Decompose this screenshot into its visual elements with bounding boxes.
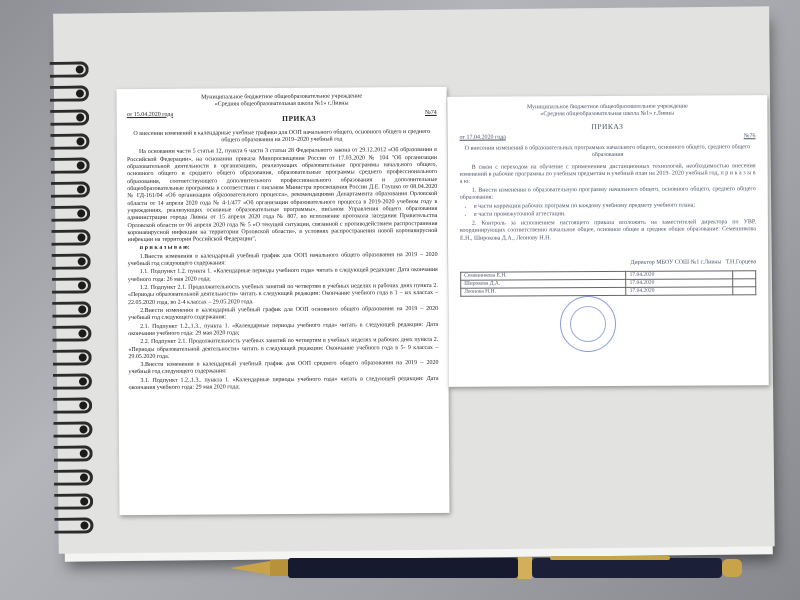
right-item2: 2. Контроль за исполнением настоящего приказа возложить на заместителей директора по УВР, координирующих соответственно начальное общее, основное общее и среднее общее образование: Семенникова Е.Н., Шиpокова Д.А., Леонову Н.Н. bbox=[459, 219, 756, 242]
left-item: 1.1. Подпункт 1.2. пункта 1. «Календарные периоды учебного года» читать в следующей редакции: Дата окончания учебного года: 26 мая 2020 года; bbox=[127, 267, 438, 283]
right-date: от 17.04.2020 года bbox=[459, 134, 506, 141]
spiral-hole bbox=[79, 425, 87, 433]
left-org-line2: «Средняя общеобразовательная школа №1» г.Ливны bbox=[214, 100, 349, 108]
spiral-hole bbox=[78, 281, 86, 289]
spiral-hole bbox=[76, 113, 84, 121]
left-preamble: На основании части 5 статьи 12, пункта 6 части 3 статьи 28 Федерального закона от 29.12.2012 «Об образовании в Российской Федерации», на основании приказа Минпросвещения России от 17.03.2020 № 104 "Об организации образовательной деятельности в организациях, реализующих образовательные программы начального общего, основного общего и среднего общего образования, образовательные программы среднего профессионального образования, соответствующего дополнительного профессионального образования и дополнительные общеобразовательные программы в соответствии с письмом Министра просвещения России Д.Е. Глушко от 08.04.2020 № ГД-161/04 «Об организации образовательного процесса», рекомендациями Департамента образования Орловской области от 14 апреля 2020 года № 4-1/477 «Об организации образовательного процесса в 2019-2020 учебном году в учреждениях, реализующих основные образовательные программы», письмом Управления общего образования администрации города Ливны от 15 апреля 2020 года № 807, во исполнение протокола заседания Правительства Орловской области от 06 апреля 2020 года № 5 «О текущей ситуации, связанной с противодействием распространения коронавирусной инфекции на территории Орловской области», в условиях распространения новой коронавирусной инфекции на территории Российской Федерации", bbox=[126, 147, 438, 244]
ack-signature-cell bbox=[732, 271, 755, 279]
right-org-line2: «Средняя общеобразовательная школа №1» г.Ливны bbox=[540, 110, 675, 118]
ack-signature-cell bbox=[732, 279, 755, 287]
signature-label: Директор МБОУ СОШ №1 г.Ливны bbox=[630, 259, 722, 266]
spiral-hole bbox=[76, 89, 84, 97]
left-number: №74 bbox=[424, 109, 437, 116]
right-bullet: • в части промежуточной аттестации. bbox=[474, 210, 756, 219]
spiral-hole bbox=[79, 377, 87, 385]
acknowledgement-table bbox=[460, 270, 756, 297]
signature-name: Т.Н.Горцева bbox=[725, 259, 757, 266]
right-item1: 1. Внести изменения в образовательную программу начального общего, основного общего, среднего общего образования: bbox=[459, 185, 756, 201]
left-item: 2.Внести изменения в календарный учебный график для ООП основного общего образования на 2019 – 2020 учебный год следующего содержания: bbox=[128, 305, 439, 322]
spiral-hole bbox=[80, 473, 88, 481]
ack-name: Леонова Н.Н. bbox=[461, 288, 626, 297]
right-subject: О внесении изменений в образовательных программах начального общего, основного общего, среднего общего образования bbox=[464, 144, 751, 159]
spiral-hole bbox=[79, 353, 87, 361]
right-number: №76 bbox=[743, 132, 756, 140]
left-date: от 15.04.2020 года bbox=[126, 111, 174, 118]
ack-date: 17.04.2020 bbox=[626, 271, 732, 280]
table-row bbox=[461, 287, 756, 297]
left-org-line1: Муниципальное бюджетное общеобразовательное учреждение bbox=[201, 93, 363, 101]
spiral-binding-icon bbox=[50, 61, 95, 561]
spiral-hole bbox=[80, 449, 88, 457]
right-bullets bbox=[474, 202, 756, 218]
right-bullet: • в части коррекции рабочих программ по каждому учебному предмету учебного плана; bbox=[474, 202, 756, 211]
right-preamble: В связи с переходом на обучение с применением дистанционных технологий, необходимостью внесения изменений в рабочие программы по учебным предметам и учебный план на 2019- 2020 учебный год, п р и к а з ы в а ю: bbox=[459, 162, 756, 186]
ack-date: 17.04.2020 bbox=[626, 279, 732, 288]
left-order-word: п р и к а з ы в а ю: bbox=[139, 245, 190, 252]
spiral-hole bbox=[77, 233, 85, 241]
ack-signature-cell bbox=[732, 287, 755, 295]
left-item: 1.Внести изменения в календарный учебный график для ООП начального общего образования на 2019 – 2020 учебный год следующего содержания: bbox=[127, 251, 438, 268]
spiral-hole bbox=[77, 209, 85, 217]
ack-date: 17.04.2020 bbox=[626, 287, 732, 296]
signature-row bbox=[460, 259, 756, 268]
spiral-hole bbox=[78, 305, 86, 313]
left-items-list bbox=[128, 252, 439, 393]
right-org-line1: Муниципальное бюджетное общеобразовательное учреждение bbox=[526, 103, 688, 111]
left-subject: О внесении изменений в календарные учебные графики для ООП начального общего, основного общего и среднего общего образования на 2019–2020 учебный год bbox=[133, 128, 431, 144]
left-item: 3.Внести изменения в календарный учебный график для ООП среднего общего образования на 2019 – 2020 учебный год следующего содержания: bbox=[128, 360, 439, 376]
spiral-hole bbox=[80, 521, 88, 529]
spiral-hole bbox=[78, 257, 86, 265]
ack-name: Шиpокова Д.А. bbox=[461, 280, 626, 289]
spiral-hole bbox=[80, 497, 88, 505]
spiral-hole bbox=[77, 185, 85, 193]
left-item: 2.2. Подпункт 2.1. Продолжительность учебных занятий по четвертям в учебных неделях и рабочих днях пункта 2. «Периоды образовательной деятельности» читать в следующей редакции: Окончание учебного года в 5- 9 классах – 29.05.2020 года. bbox=[128, 337, 439, 360]
left-title: ПРИКАЗ bbox=[282, 113, 317, 123]
seal-stamp-icon bbox=[560, 296, 616, 352]
fountain-pen-icon bbox=[230, 555, 750, 581]
left-item: 1.2. Подпункт 2.1. Продолжительность учебных занятий по четвертям в учебных неделях и рабочих днях пункта 2. «Периоды образовательной деятельности» читать в следующей редакции: Окончание учебного года в 1 – ых классах – 22.05.2020 года, во 2-4 классах – 29.05.2020 года. bbox=[127, 282, 438, 306]
right-title: ПРИКАЗ bbox=[591, 121, 624, 131]
left-item: 2.1. Подпункт 1.2.,1.3.. пункта 1. «Календарные периоды учебного года» читать в следующей редакции: Дата окончания учебного года: 29 мая 2020 года; bbox=[128, 321, 439, 337]
spiral-hole bbox=[77, 161, 85, 169]
spiral-hole bbox=[78, 329, 86, 337]
left-item: 3.1. Подпункт 1.2.,1.3.. пункта 1. «Календарные периоды учебного года» читать в следующей редакции: Дата окончания учебного года: 29 мая 2020 года; bbox=[128, 375, 439, 392]
left-order-document bbox=[117, 87, 450, 515]
spiral-hole bbox=[76, 65, 84, 73]
spiral-hole bbox=[79, 401, 87, 409]
ack-name: Семенникова Е.Н. bbox=[461, 272, 626, 281]
spiral-hole bbox=[76, 137, 84, 145]
